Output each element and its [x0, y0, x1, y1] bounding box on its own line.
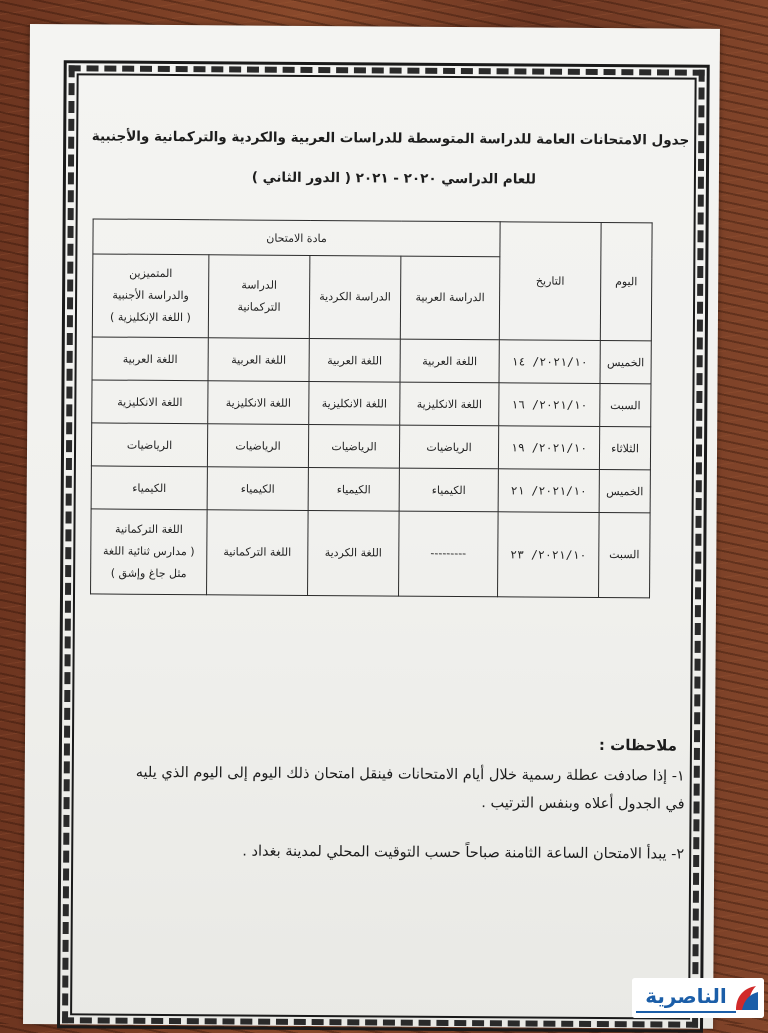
header-kurdish-studies: الدراسة الكردية — [309, 255, 401, 339]
notes-title: ملاحظات : — [598, 735, 678, 755]
logo-text: الناصرية — [645, 984, 727, 1008]
paper-sheet — [23, 24, 720, 1029]
exam-schedule-table — [90, 218, 653, 598]
notes-section — [84, 732, 685, 868]
header-day: اليوم — [600, 222, 652, 340]
header-row-1 — [93, 219, 652, 258]
cell-day: السبت — [600, 383, 651, 426]
cell-day: الخميس — [600, 340, 651, 383]
header-arabic-studies: الدراسة العربية — [400, 256, 500, 340]
title-line-2: للعام الدراسي ٢٠٢٠ - ٢٠٢١ ( الدور الثاني ) — [251, 169, 537, 188]
cell-foreign: اللغة الانكليزية — [92, 380, 208, 424]
cell-kurdish: اللغة الانكليزية — [309, 381, 400, 425]
cell-foreign: الكيمياء — [91, 466, 207, 510]
cell-kurdish: اللغة الكردية — [308, 510, 400, 596]
cell-kurdish: الرياضيات — [308, 424, 399, 468]
header-subject-group: مادة الامتحان — [93, 219, 500, 257]
cell-turkmen: الكيمياء — [207, 467, 308, 511]
cell-kurdish: اللغة العربية — [309, 338, 400, 382]
table-row — [91, 423, 650, 470]
cell-date: ٢٠٢١/١٠/ ١٦ — [499, 383, 600, 427]
header-turkmen-studies: الدراسة التركمانية — [208, 255, 310, 339]
note-item: ٢- يبدأ الامتحان الساعة الثامنة صباحاً حسب التوقيت المحلي لمدينة بغداد . — [242, 843, 685, 863]
cell-turkmen: اللغة التركمانية — [207, 510, 309, 596]
cell-day: الثلاثاء — [599, 426, 650, 469]
cell-arabic: اللغة العربية — [400, 339, 499, 383]
cell-date: ٢٠٢١/١٠/ ٢١ — [498, 469, 599, 513]
table-row — [91, 466, 650, 513]
note-item: ١- إذا صادفت عطلة رسمية خلال أيام الامتحانات فينقل امتحان ذلك اليوم إلى اليوم الذي يليه في الجدول أعلاه وبنفس الترتيب . — [135, 764, 685, 813]
header-distinguished-foreign: المتميزين والدراسة الأجنبية ( اللغة الإنكليزية ) — [92, 254, 209, 338]
table-row — [92, 337, 651, 384]
cell-kurdish: الكيمياء — [308, 467, 399, 511]
cell-turkmen: الرياضيات — [207, 424, 308, 468]
cell-turkmen: اللغة العربية — [208, 338, 309, 382]
title-line-1: جدول الامتحانات العامة للدراسة المتوسطة للدراسات العربية والكردية والتركمانية والأجنبية — [91, 128, 690, 149]
cell-day: الخميس — [599, 469, 650, 512]
table-row — [92, 380, 651, 427]
cell-arabic: الكيمياء — [399, 468, 498, 512]
cell-date: ٢٠٢١/١٠/ ١٩ — [498, 426, 599, 470]
cell-foreign: اللغة العربية — [92, 337, 208, 381]
cell-date: ٢٠٢١/١٠/ ٢٣ — [498, 512, 600, 598]
cell-arabic: اللغة الانكليزية — [400, 382, 499, 426]
cell-foreign: الرياضيات — [91, 423, 207, 467]
header-date: التاريخ — [499, 222, 601, 341]
cell-foreign: اللغة التركمانية ( مدارس ثنائية اللغة مثل جاغ وإشق ) — [91, 509, 208, 595]
document-title — [91, 116, 690, 200]
cell-arabic: --------- — [399, 511, 499, 597]
cell-day: السبت — [599, 512, 651, 597]
cell-turkmen: اللغة الانكليزية — [208, 381, 309, 425]
table-row — [91, 509, 651, 598]
cell-arabic: الرياضيات — [399, 425, 498, 469]
nasiriyah-watermark-logo — [632, 978, 764, 1018]
cell-date: ٢٠٢١/١٠/ ١٤ — [499, 340, 600, 384]
